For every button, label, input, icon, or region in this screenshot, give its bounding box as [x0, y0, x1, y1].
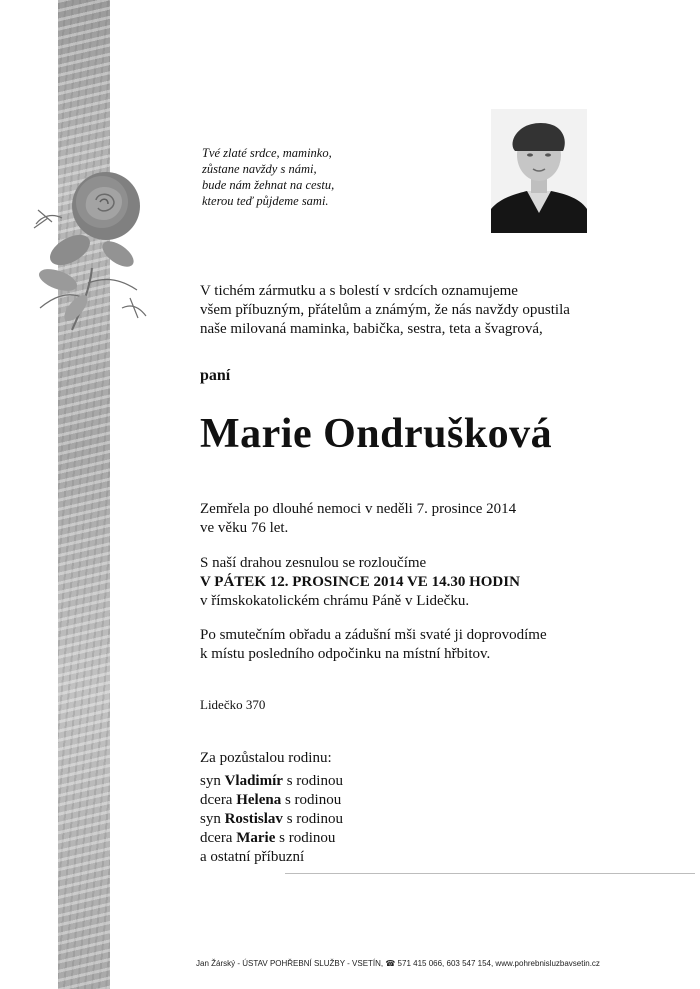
divider: [285, 873, 695, 874]
announcement-line: všem příbuzným, přátelům a známým, že nás navždy opustila: [200, 302, 570, 318]
portrait-photo: [491, 109, 587, 233]
burial-line: k místu posledního odpočinku na místní hřbitov.: [200, 646, 491, 662]
family-member: [200, 772, 343, 791]
member-suffix: s rodinou: [279, 830, 336, 846]
death-line: Zemřela po dlouhé nemoci v neděli 7. prosince 2014: [200, 501, 517, 517]
member-role: syn: [200, 773, 221, 789]
decorative-stripe: [58, 0, 110, 989]
verse-line: bude nám žehnat na cestu,: [202, 178, 335, 192]
announcement-line: naše milovaná maminka, babička, sestra, teta a švagrová,: [200, 321, 543, 337]
deceased-name: Marie Ondrušková: [200, 411, 553, 457]
verse-line: zůstane navždy s námi,: [202, 162, 317, 176]
family-list: [200, 772, 343, 867]
farewell-datetime: V PÁTEK 12. PROSINCE 2014 VE 14.30 HODIN: [200, 574, 520, 590]
burial-info: [200, 626, 640, 664]
announcement-text: [200, 282, 640, 339]
burial-line: Po smutečním obřadu a zádušní mši svaté ji doprovodíme: [200, 627, 547, 643]
member-role: dcera: [200, 830, 233, 846]
member-name: Helena: [236, 792, 282, 808]
member-name: Marie: [236, 830, 276, 846]
rose-icon: [22, 158, 162, 338]
family-member: [200, 791, 343, 810]
member-suffix: s rodinou: [284, 792, 342, 808]
farewell-info: [200, 554, 640, 611]
family-address: Lidečko 370: [200, 697, 266, 712]
member-suffix: s rodinou: [286, 811, 343, 827]
member-name: Vladimír: [224, 773, 283, 789]
member-suffix: s rodinou: [286, 773, 343, 789]
farewell-line: S naší drahou zesnulou se rozloučíme: [200, 555, 427, 571]
family-member: [200, 829, 343, 848]
funeral-service-footer: Jan Žárský - ÚSTAV POHŘEBNÍ SLUŽBY - VSETÍN, ☎ 571 415 066, 603 547 154, www.pohrebnisluzbavsetin.cz: [196, 959, 600, 968]
death-info: [200, 500, 640, 538]
farewell-place: v římskokatolickém chrámu Páně v Lidečku.: [200, 593, 470, 609]
member-role: syn: [200, 811, 221, 827]
verse-line: Tvé zlaté srdce, maminko,: [202, 146, 332, 160]
member-name: Rostislav: [224, 811, 283, 827]
member-role: dcera: [200, 792, 233, 808]
title-word: paní: [200, 367, 231, 384]
announcement-line: V tichém zármutku a s bolestí v srdcích oznamujeme: [200, 283, 518, 299]
death-line: ve věku 76 let.: [200, 520, 289, 536]
family-others: a ostatní příbuzní: [200, 849, 305, 865]
verse-line: kterou teď půjdeme sami.: [202, 194, 329, 208]
memorial-verse: [202, 145, 382, 209]
family-member: [200, 810, 343, 829]
family-heading: Za pozůstalou rodinu:: [200, 750, 332, 766]
